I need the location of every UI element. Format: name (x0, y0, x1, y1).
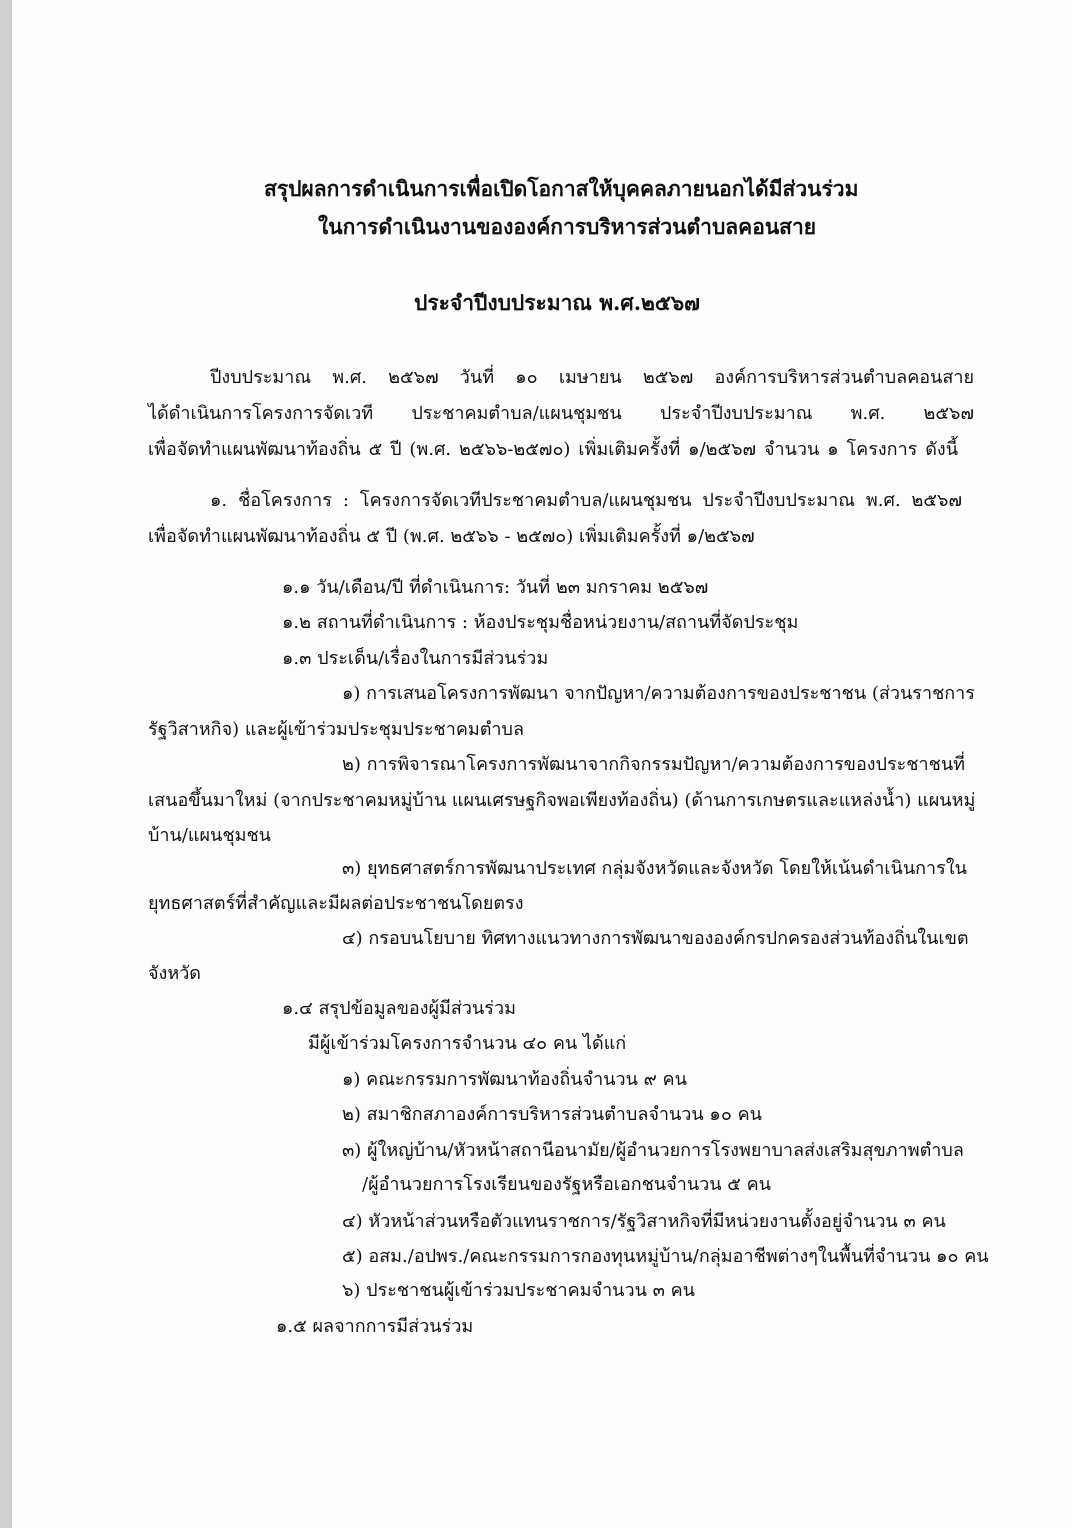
participants-total: มีผู้เข้าร่วมโครงการจำนวน ๔๐ คน ได้แก่ (308, 1033, 627, 1054)
issue-1-line-2: รัฐวิสาหกิจ) และผู้เข้าร่วมประชุมประชาคมตำบล (148, 719, 524, 740)
document-title-line-2: ในการดำเนินงานขององค์การบริหารส่วนตำบลคอนสาย (318, 214, 817, 239)
item-1-1-date: ๑.๑ วัน/เดือน/ปี ที่ดำเนินการ: วันที่ ๒๓ มกราคม ๒๕๖๗ (282, 577, 709, 598)
document-subtitle: ประจำปีงบประมาณ พ.ศ.๒๕๖๗ (414, 290, 700, 315)
issue-1-line-1: ๑) การเสนอโครงการพัฒนา จากปัญหา/ความต้องการของประชาชน (ส่วนราชการ (342, 683, 975, 704)
issue-2-line-2: เสนอขึ้นมาใหม่ (จากประชาคมหมู่บ้าน แผนเศรษฐกิจพอเพียงท้องถิ่น) (ด้านการเกษตรและแหล่งน้ำ) แผนหมู่ (148, 790, 976, 811)
participant-group-3-line-2: /ผู้อำนวยการโรงเรียนของรัฐหรือเอกชนจำนวน ๕ คน (362, 1174, 771, 1195)
document-title-line-1: สรุปผลการดำเนินการเพื่อเปิดโอกาสให้บุคคลภายนอกได้มีส่วนร่วม (264, 176, 859, 201)
intro-line-2: ได้ดำเนินการโครงการจัดเวที ประชาคมตำบล/แผนชุมชน ประจำปีงบประมาณ พ.ศ. ๒๕๖๗ (148, 403, 974, 424)
project-name-line-2: เพื่อจัดทำแผนพัฒนาท้องถิ่น ๕ ปี (พ.ศ. ๒๕๖๖ - ๒๕๗๐) เพิ่มเติมครั้งที่ ๑/๒๕๖๗ (148, 526, 755, 547)
item-1-2-venue: ๑.๒ สถานที่ดำเนินการ : ห้องประชุมชื่อหน่วยงาน/สถานที่จัดประชุม (282, 612, 799, 633)
issue-2-line-1: ๒) การพิจารณาโครงการพัฒนาจากกิจกรรมปัญหา/ความต้องการของประชาชนที่ (342, 754, 966, 775)
issue-4-line-2: จังหวัด (148, 963, 201, 984)
participant-group-5: ๕) อสม./อปพร./คณะกรรมการกองทุนหมู่บ้าน/กลุ่มอาชีพต่างๆในพื้นที่จำนวน ๑๐ คน (342, 1246, 989, 1267)
participant-group-1: ๑) คณะกรรมการพัฒนาท้องถิ่นจำนวน ๙ คน (342, 1069, 687, 1090)
issue-3-line-2: ยุทธศาสตร์ที่สำคัญและมีผลต่อประชาชนโดยตรง (148, 893, 524, 914)
issue-3-line-1: ๓) ยุทธศาสตร์การพัฒนาประเทศ กลุ่มจังหวัดและจังหวัด โดยให้เน้นดำเนินการใน (342, 858, 967, 879)
issue-4-line-1: ๔) กรอบนโยบาย ทิศทางแนวทางการพัฒนาขององค์กรปกครองส่วนท้องถิ่นในเขต (342, 928, 969, 949)
issue-2-line-3: บ้าน/แผนชุมชน (148, 825, 271, 846)
intro-line-1: ปีงบประมาณ พ.ศ. ๒๕๖๗ วันที่ ๑๐ เมษายน ๒๕๖๗ องค์การบริหารส่วนตำบลคอนสาย (210, 367, 974, 388)
participant-group-4: ๔) หัวหน้าส่วนหรือตัวแทนราชการ/รัฐวิสาหกิจที่มีหน่วยงานตั้งอยู่จำนวน ๓ คน (342, 1211, 946, 1232)
item-1-4-participants: ๑.๔ สรุปข้อมูลของผู้มีส่วนร่วม (282, 998, 516, 1019)
item-1-3-issues: ๑.๓ ประเด็น/เรื่องในการมีส่วนร่วม (282, 648, 549, 669)
intro-line-3: เพื่อจัดทำแผนพัฒนาท้องถิ่น ๕ ปี (พ.ศ. ๒๕๖๖-๒๕๗๐) เพิ่มเติมครั้งที่ ๑/๒๕๖๗ จำนวน ๑ โครงการ ดังนี้ (148, 439, 958, 460)
participant-group-3-line-1: ๓) ผู้ใหญ่บ้าน/หัวหน้าสถานีอนามัย/ผู้อำนวยการโรงพยาบาลส่งเสริมสุขภาพตำบล (342, 1140, 964, 1161)
participant-group-2: ๒) สมาชิกสภาองค์การบริหารส่วนตำบลจำนวน ๑๐ คน (342, 1104, 762, 1125)
project-name-line-1: ๑. ชื่อโครงการ : โครงการจัดเวทีประชาคมตำบล/แผนชุมชน ประจำปีงบประมาณ พ.ศ. ๒๕๖๗ (210, 490, 962, 511)
participant-group-6: ๖) ประชาชนผู้เข้าร่วมประชาคมจำนวน ๓ คน (342, 1280, 695, 1301)
item-1-5-results: ๑.๕ ผลจากการมีส่วนร่วม (276, 1316, 474, 1337)
